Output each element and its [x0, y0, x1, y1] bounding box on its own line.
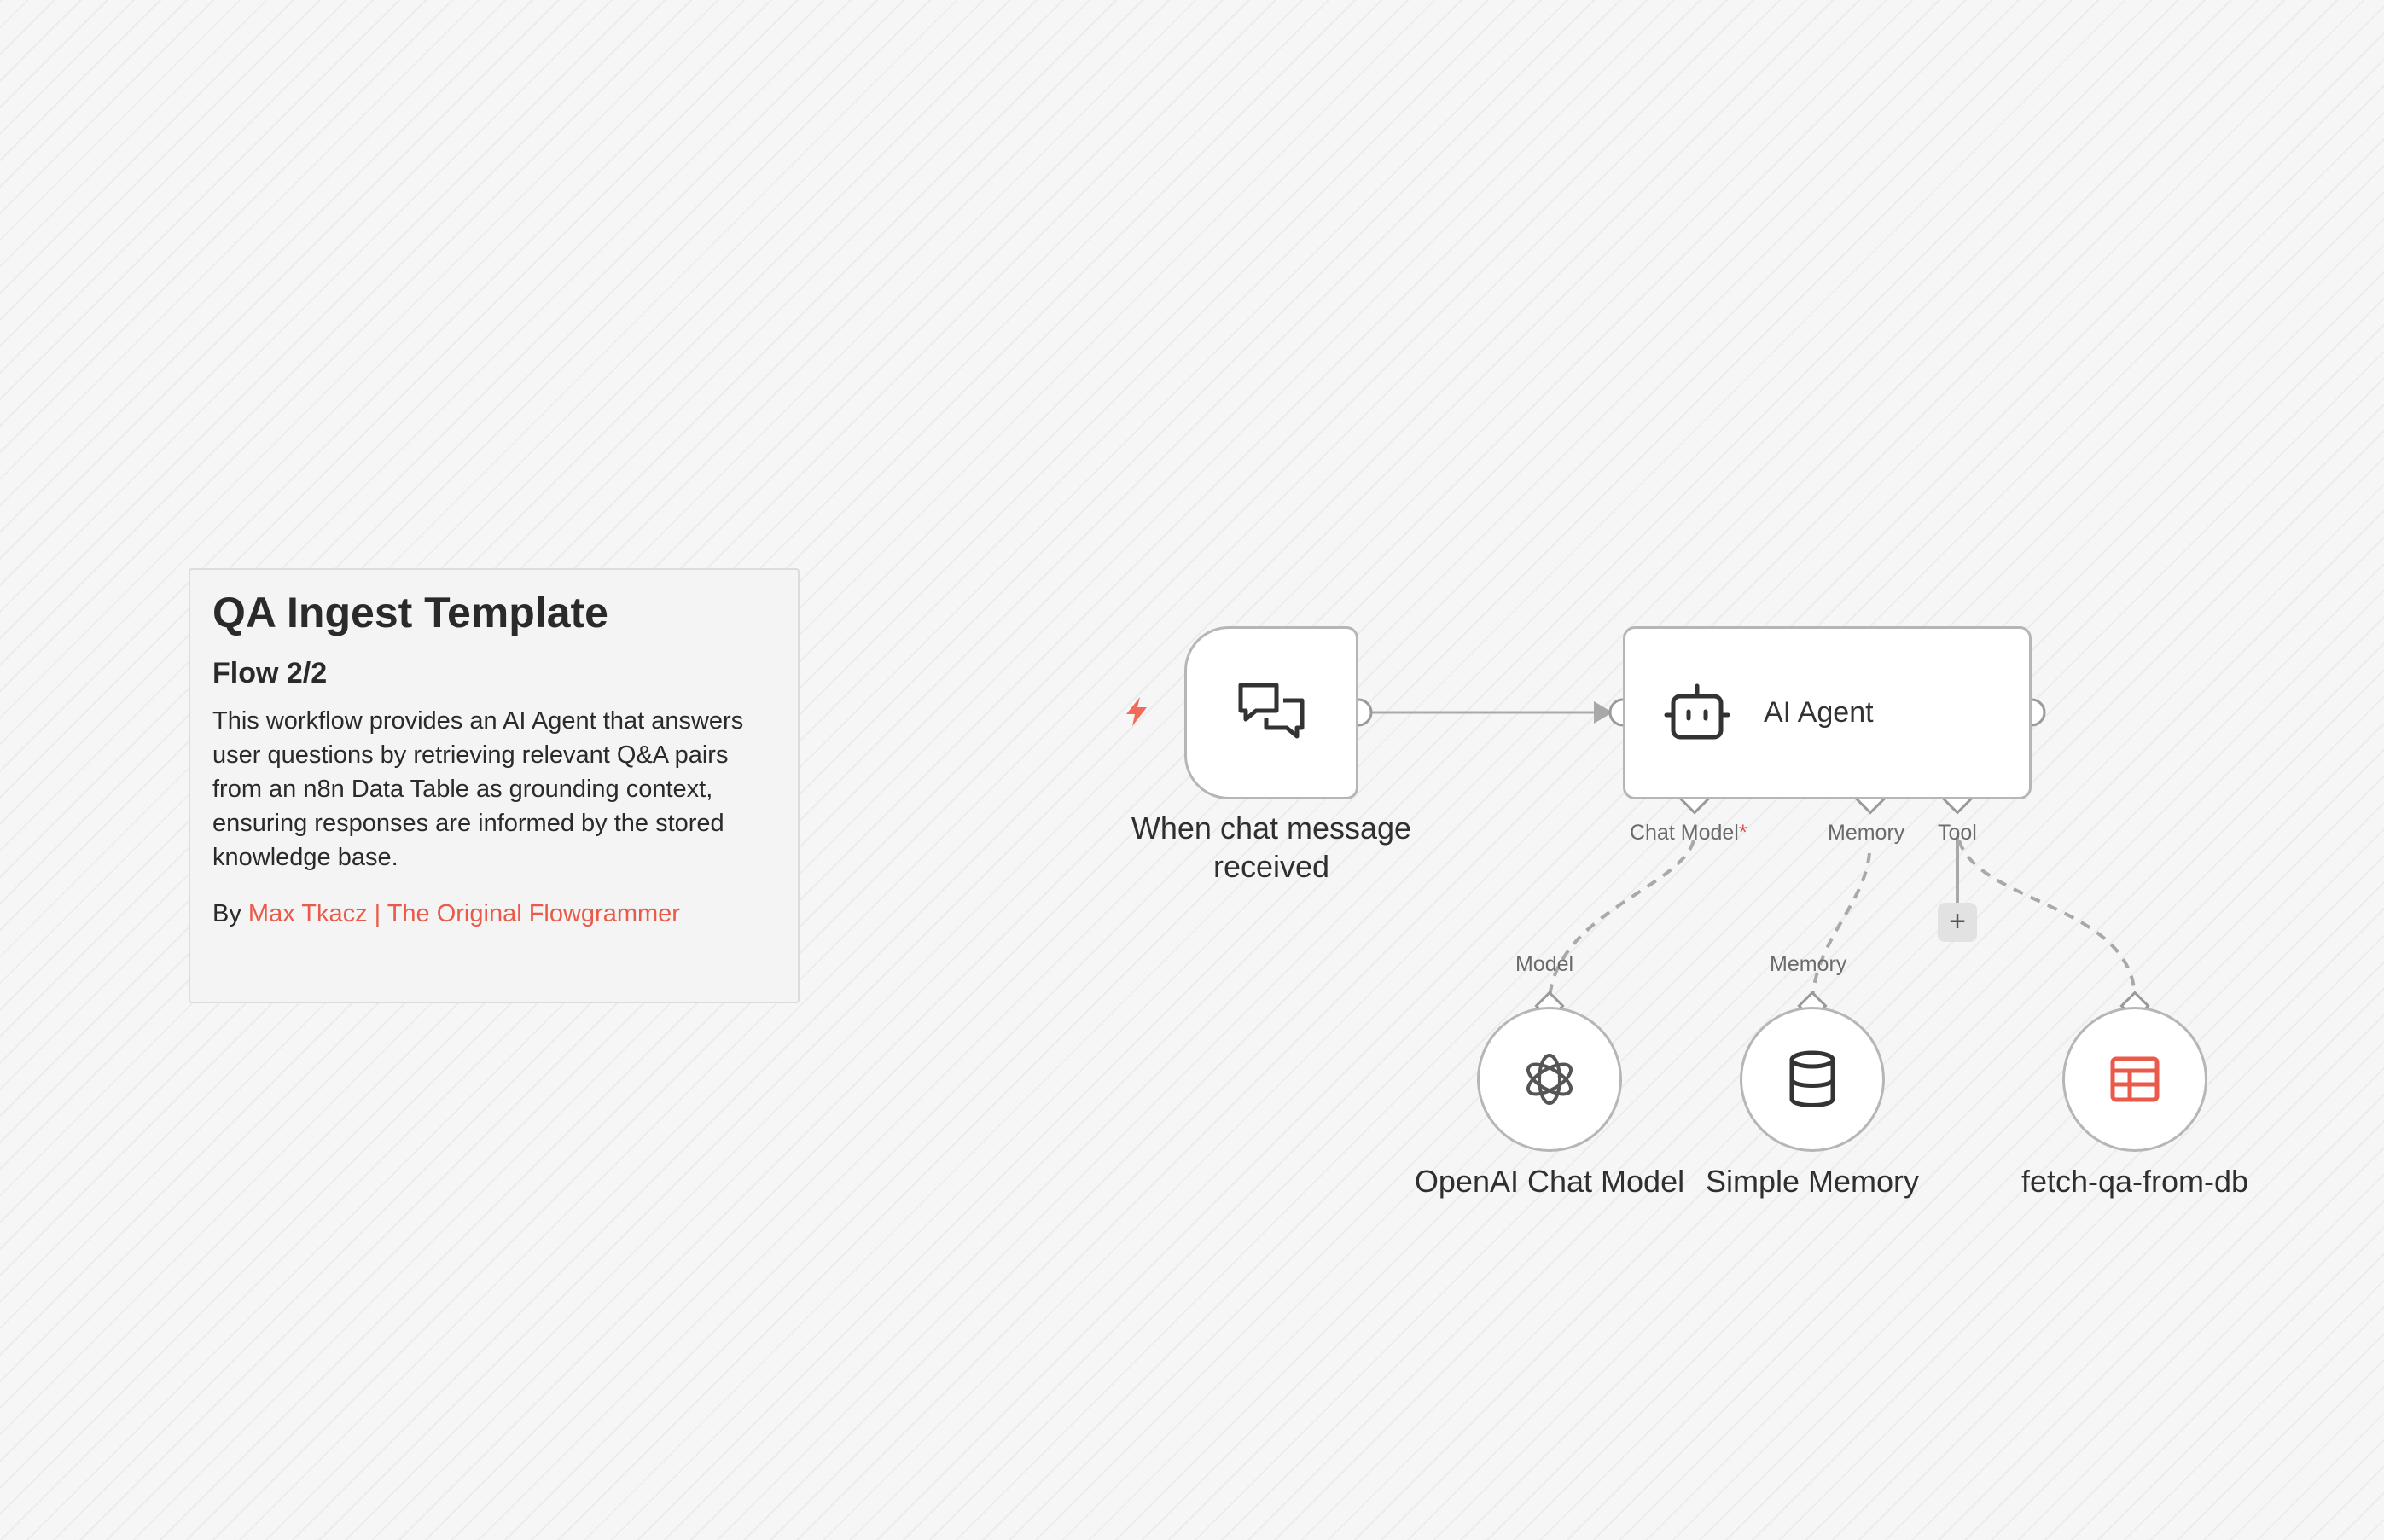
memory-label: Simple Memory	[1705, 1164, 1920, 1199]
agent-label: AI Agent	[1764, 696, 1874, 729]
tool-connection[interactable]	[1959, 840, 2135, 998]
tool-port-label: Tool	[1938, 821, 1977, 845]
openai-chat-model-node[interactable]	[1477, 1007, 1622, 1152]
note-description: This workflow provides an AI Agent that answers user questions by retrieving relevant Q&A pairs from an n8n Data Table as grounding context, ensuring responses are informed by the stored knowledge base.	[212, 707, 744, 872]
openai-label: OpenAI Chat Model	[1414, 1164, 1685, 1199]
database-icon	[1785, 1049, 1840, 1109]
model-input-label: Model	[1515, 952, 1574, 976]
trigger-label: When chat message received	[1131, 811, 1412, 884]
chat-model-port-label: Chat Model*	[1630, 821, 1747, 845]
simple-memory-node[interactable]	[1740, 1007, 1885, 1152]
note-subtitle: Flow 2/2	[212, 657, 328, 689]
openai-icon	[1520, 1049, 1579, 1109]
chat-bubbles-icon	[1236, 680, 1307, 747]
chat-trigger-node[interactable]	[1184, 626, 1358, 799]
table-icon	[2109, 1055, 2160, 1103]
fetch-label: fetch-qa-from-db	[2021, 1164, 2249, 1199]
lightning-icon	[1123, 696, 1150, 727]
memory-input-label: Memory	[1770, 952, 1847, 976]
byline-prefix: By	[212, 900, 241, 928]
robot-icon	[1663, 683, 1731, 744]
note-byline	[212, 900, 776, 928]
add-tool-button[interactable]: +	[1938, 903, 1977, 942]
note-title: QA Ingest Template	[212, 589, 608, 636]
author-link[interactable]: Max Tkacz | The Original Flowgrammer	[247, 900, 680, 928]
memory-port-label: Memory	[1828, 821, 1905, 845]
fetch-qa-from-db-node[interactable]	[2062, 1007, 2207, 1152]
ai-agent-node[interactable]	[1623, 626, 2032, 799]
sticky-note[interactable]	[189, 568, 800, 1003]
